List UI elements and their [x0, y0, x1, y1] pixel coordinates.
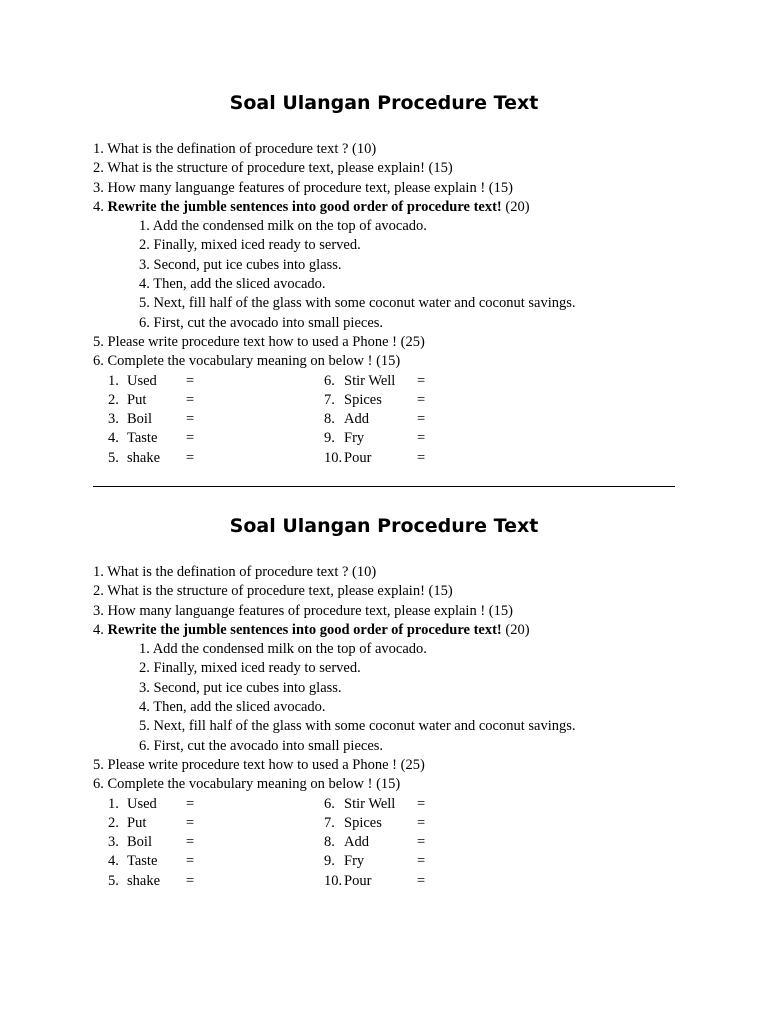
exam-section-2 [93, 511, 675, 891]
question-2: 2. What is the structure of procedure text, please explain! (15) [93, 583, 453, 600]
question-4-score: (20) [501, 198, 530, 215]
vocab-equals: = [417, 814, 426, 831]
vocab-word: Pour [344, 872, 372, 889]
jumble-sentence: 5. Next, fill half of the glass with some coconut water and coconut savings. [139, 718, 576, 735]
vocab-number: 7. [324, 391, 335, 408]
vocab-equals: = [417, 853, 426, 870]
vocab-equals: = [417, 411, 426, 428]
vocab-number: 4. [108, 430, 119, 447]
vocab-row [93, 833, 675, 852]
vocab-number: 9. [324, 853, 335, 870]
vocab-number: 2. [108, 391, 119, 408]
vocab-number: 3. [108, 834, 119, 851]
vocab-number: 4. [108, 853, 119, 870]
jumble-sentence: 1. Add the condensed milk on the top of avocado. [139, 218, 427, 235]
question-1: 1. What is the defination of procedure text ? (10) [93, 564, 377, 580]
vocab-number: 10. [324, 872, 343, 889]
vocab-number: 8. [324, 411, 335, 428]
vocab-row [93, 449, 675, 468]
question-3: 3. How many languange features of procedure text, please explain ! (15) [93, 602, 513, 619]
vocab-equals: = [417, 372, 426, 389]
vocab-word: Stir Well [344, 795, 396, 812]
vocab-equals: = [186, 814, 195, 831]
vocab-equals: = [186, 430, 195, 447]
vocab-word: Taste [127, 430, 158, 447]
vocab-number: 3. [108, 411, 119, 428]
jumble-sentence: 2. Finally, mixed iced ready to served. [139, 660, 361, 677]
vocab-word: Fry [344, 853, 365, 870]
question-list [93, 563, 675, 891]
jumble-sentence: 6. First, cut the avocado into small pieces. [139, 737, 384, 754]
question-list [93, 140, 675, 468]
jumble-sentence: 3. Second, put ice cubes into glass. [139, 256, 342, 273]
vocab-word: shake [127, 872, 161, 889]
vocabulary-table [93, 795, 675, 892]
question-4-score: (20) [501, 621, 530, 638]
vocab-equals: = [417, 391, 426, 408]
vocab-word: Add [344, 411, 369, 428]
vocab-word: Put [127, 391, 147, 408]
vocab-word: Add [344, 834, 369, 851]
vocab-number: 5. [108, 872, 119, 889]
vocab-word: Pour [344, 449, 372, 466]
vocab-number: 1. [108, 372, 119, 389]
question-4 [93, 621, 675, 640]
vocabulary-table [93, 372, 675, 469]
exam-section-1 [93, 88, 675, 468]
question-4 [93, 198, 675, 217]
vocab-equals: = [186, 449, 195, 466]
question-6: 6. Complete the vocabulary meaning on below ! (15) [93, 776, 401, 793]
vocab-word: Used [127, 795, 157, 812]
question-4-instruction: Rewrite the jumble sentences into good order of procedure text! [107, 198, 502, 215]
question-6: 6. Complete the vocabulary meaning on below ! (15) [93, 353, 401, 370]
vocab-word: Fry [344, 430, 365, 447]
vocab-equals: = [417, 430, 426, 447]
question-4-instruction: Rewrite the jumble sentences into good order of procedure text! [107, 621, 502, 638]
vocab-word: Stir Well [344, 372, 396, 389]
vocab-number: 5. [108, 449, 119, 466]
question-1: 1. What is the defination of procedure text ? (10) [93, 141, 377, 157]
vocab-number: 7. [324, 814, 335, 831]
question-5: 5. Please write procedure text how to used a Phone ! (25) [93, 756, 425, 773]
vocab-equals: = [186, 834, 195, 851]
jumble-sentence: 6. First, cut the avocado into small pieces. [139, 314, 384, 331]
vocab-row [93, 410, 675, 429]
vocab-word: shake [127, 449, 161, 466]
vocab-equals: = [417, 872, 426, 889]
vocab-equals: = [186, 795, 195, 812]
vocab-row [93, 814, 675, 833]
question-3: 3. How many languange features of procedure text, please explain ! (15) [93, 179, 513, 196]
vocab-equals: = [186, 853, 195, 870]
vocab-equals: = [417, 795, 426, 812]
vocab-number: 1. [108, 795, 119, 812]
section-title: Soal Ulangan Procedure Text [229, 515, 539, 537]
vocab-word: Boil [127, 834, 152, 851]
vocab-word: Put [127, 814, 147, 831]
vocab-row [93, 852, 675, 871]
vocab-equals: = [186, 411, 195, 428]
vocab-number: 10. [324, 449, 343, 466]
jumble-sentence: 3. Second, put ice cubes into glass. [139, 679, 342, 696]
vocab-equals: = [186, 391, 195, 408]
vocab-number: 2. [108, 814, 119, 831]
vocab-number: 6. [324, 795, 335, 812]
vocab-word: Used [127, 372, 157, 389]
vocab-word: Spices [344, 814, 382, 831]
vocab-equals: = [417, 449, 426, 466]
vocab-number: 9. [324, 430, 335, 447]
jumble-sentence: 5. Next, fill half of the glass with some coconut water and coconut savings. [139, 295, 576, 312]
jumble-sentence: 4. Then, add the sliced avocado. [139, 699, 326, 716]
vocab-equals: = [186, 372, 195, 389]
jumble-sentence: 1. Add the condensed milk on the top of avocado. [139, 641, 427, 658]
vocab-row [93, 795, 675, 814]
vocab-word: Boil [127, 411, 152, 428]
vocab-row [93, 372, 675, 391]
vocab-number: 8. [324, 834, 335, 851]
vocab-word: Spices [344, 391, 382, 408]
jumble-sentence: 2. Finally, mixed iced ready to served. [139, 237, 361, 254]
section-title: Soal Ulangan Procedure Text [229, 92, 539, 114]
question-2: 2. What is the structure of procedure text, please explain! (15) [93, 160, 453, 177]
section-divider [93, 486, 675, 487]
vocab-equals: = [417, 834, 426, 851]
question-5: 5. Please write procedure text how to used a Phone ! (25) [93, 333, 425, 350]
question-4-number: 4. [93, 198, 108, 215]
vocab-row [93, 429, 675, 448]
question-4-number: 4. [93, 621, 108, 638]
vocab-row [93, 391, 675, 410]
vocab-row [93, 872, 675, 891]
jumble-sentence: 4. Then, add the sliced avocado. [139, 276, 326, 293]
vocab-number: 6. [324, 372, 335, 389]
vocab-equals: = [186, 872, 195, 889]
vocab-word: Taste [127, 853, 158, 870]
